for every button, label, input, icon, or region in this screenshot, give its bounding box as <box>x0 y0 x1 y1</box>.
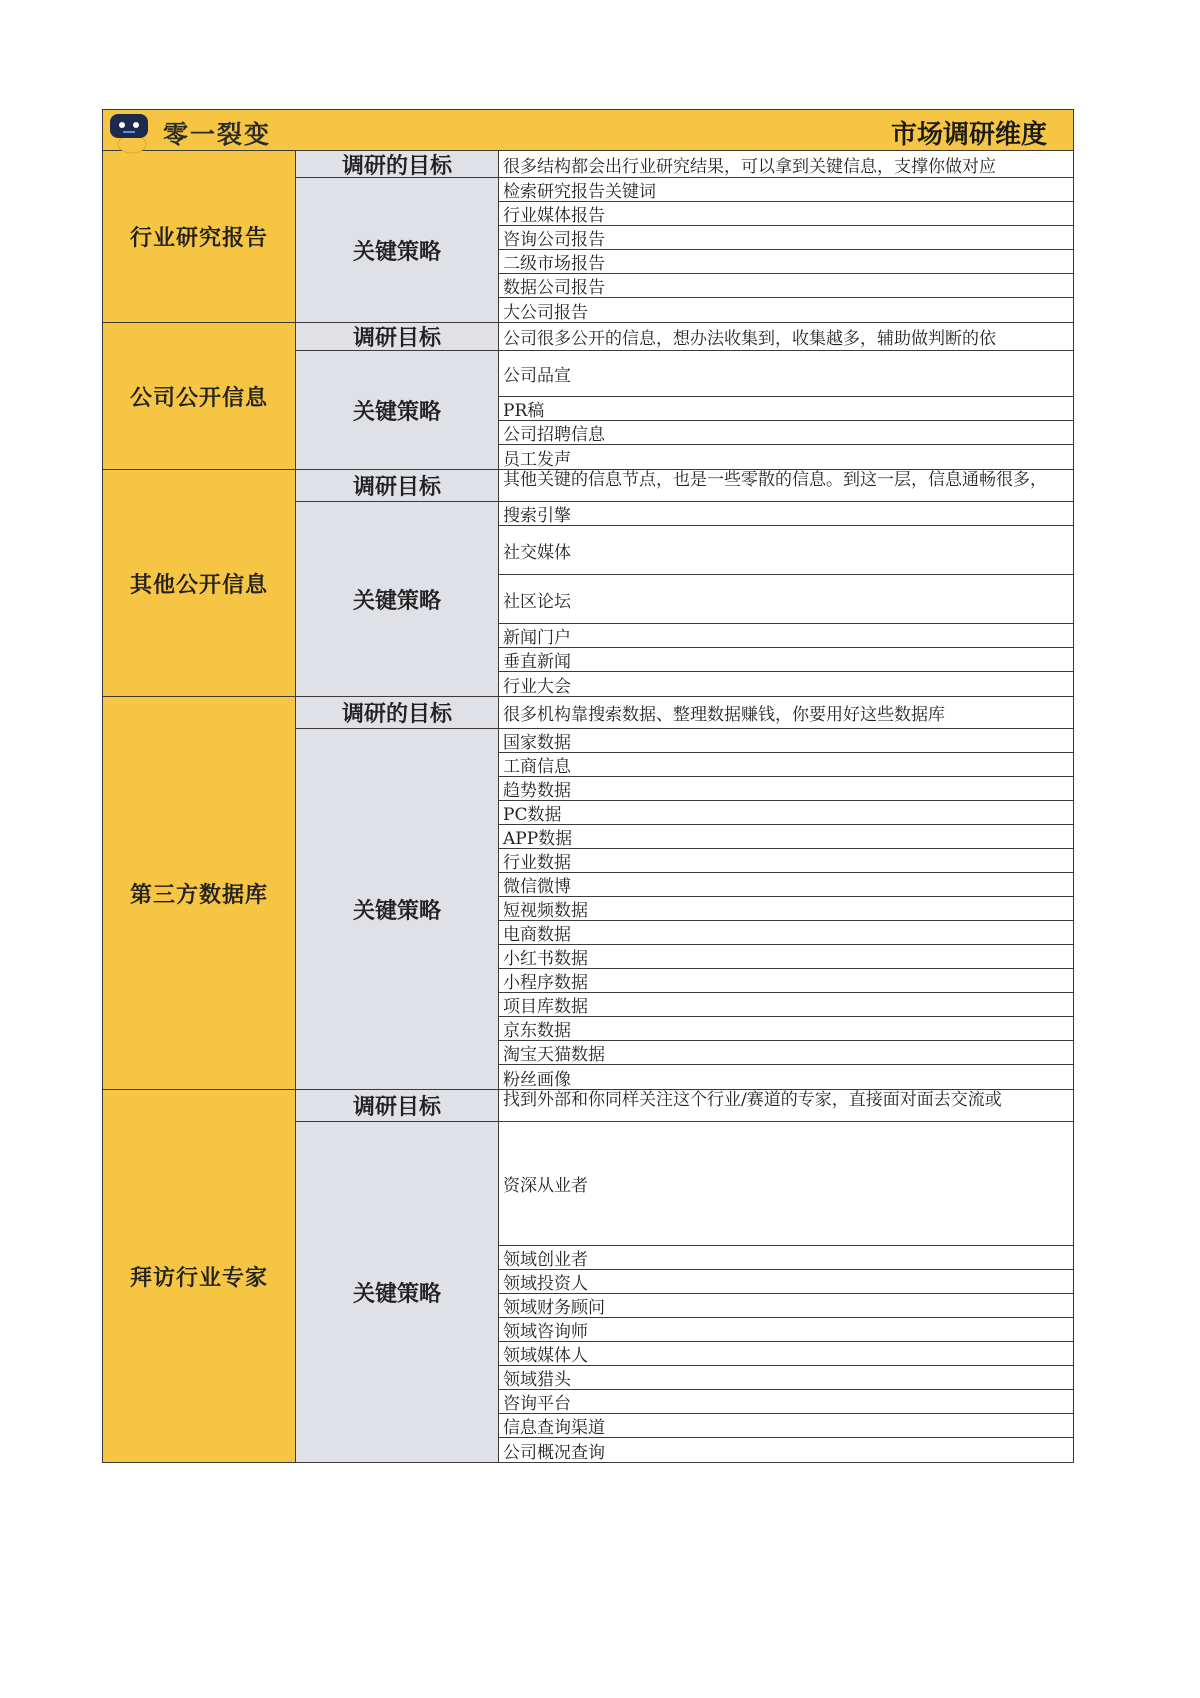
strategy-label: 关键策略 <box>296 729 499 1089</box>
strategy-item: 领域财务顾问 <box>499 1294 1073 1318</box>
sheet-header <box>102 109 1074 150</box>
strategy-label: 关键策略 <box>296 351 499 469</box>
strategy-item: 行业大会 <box>503 676 571 696</box>
research-section <box>102 1090 1074 1463</box>
research-section <box>102 323 1074 470</box>
strategy-item: 咨询公司报告 <box>499 226 1073 250</box>
strategy-item: 小程序数据 <box>499 969 1073 993</box>
strategy-item: 资深从业者 <box>499 1122 1073 1246</box>
robot-logo-icon <box>107 111 153 157</box>
strategy-item: 电商数据 <box>499 921 1073 945</box>
strategy-item: 大公司报告 <box>503 302 588 322</box>
strategy-item: 搜索引擎 <box>499 502 1073 526</box>
section-category: 其他公开信息 <box>103 470 296 696</box>
strategy-item: 短视频数据 <box>499 897 1073 921</box>
strategy-item: 二级市场报告 <box>499 250 1073 274</box>
brand-name: 零一裂变 <box>163 120 272 149</box>
strategy-item: 趋势数据 <box>499 777 1073 801</box>
section-category: 行业研究报告 <box>103 151 296 322</box>
strategy-item: APP数据 <box>499 825 1073 849</box>
goal-label: 调研目标 <box>296 470 499 501</box>
strategy-label: 关键策略 <box>296 178 499 322</box>
strategy-item: 领域投资人 <box>499 1270 1073 1294</box>
strategy-item: 社交媒体 <box>499 526 1073 575</box>
strategy-item: 领域创业者 <box>499 1246 1073 1270</box>
strategy-item: 社区论坛 <box>499 575 1073 624</box>
strategy-item: 员工发声 <box>503 449 571 469</box>
strategy-item: 项目库数据 <box>499 993 1073 1017</box>
strategy-item: 公司招聘信息 <box>499 421 1073 445</box>
strategy-item: 京东数据 <box>499 1017 1073 1041</box>
strategy-item: 淘宝天猫数据 <box>499 1041 1073 1065</box>
strategy-item: 领域咨询师 <box>499 1318 1073 1342</box>
strategy-item: 行业数据 <box>499 849 1073 873</box>
section-category: 拜访行业专家 <box>103 1090 296 1462</box>
section-category: 公司公开信息 <box>103 323 296 469</box>
section-category: 第三方数据库 <box>103 697 296 1089</box>
goal-text: 很多机构靠搜索数据、整理数据赚钱，你要用好这些数据库 <box>503 705 945 725</box>
strategy-item: 小红书数据 <box>499 945 1073 969</box>
strategy-item: 公司品宣 <box>499 351 1073 397</box>
goal-text: 找到外部和你同样关注这个行业/赛道的专家，直接面对面去交流或 <box>503 1090 1002 1110</box>
strategy-item: 新闻门户 <box>499 624 1073 648</box>
goal-label: 调研目标 <box>296 1090 499 1121</box>
strategy-item: 检索研究报告关键词 <box>499 178 1073 202</box>
goal-text: 其他关键的信息节点，也是一些零散的信息。到这一层，信息通畅很多， <box>503 470 1047 490</box>
strategy-item: 垂直新闻 <box>499 648 1073 672</box>
strategy-item: PC数据 <box>499 801 1073 825</box>
strategy-item: 公司概况查询 <box>503 1442 605 1462</box>
research-section <box>102 470 1074 697</box>
strategy-item: 咨询平台 <box>499 1390 1073 1414</box>
strategy-item: 微信微博 <box>499 873 1073 897</box>
goal-label: 调研的目标 <box>296 151 499 177</box>
strategy-item: 国家数据 <box>499 729 1073 753</box>
strategy-label: 关键策略 <box>296 1122 499 1462</box>
strategy-item: 信息查询渠道 <box>499 1414 1073 1438</box>
strategy-label: 关键策略 <box>296 502 499 696</box>
goal-label: 调研的目标 <box>296 697 499 728</box>
goal-text: 很多结构都会出行业研究结果，可以拿到关键信息，支撑你做对应 <box>503 156 996 177</box>
research-section <box>102 697 1074 1090</box>
strategy-item: 数据公司报告 <box>499 274 1073 298</box>
strategy-item: 行业媒体报告 <box>499 202 1073 226</box>
strategy-item: PR稿 <box>499 397 1073 421</box>
goal-text: 公司很多公开的信息，想办法收集到，收集越多，辅助做判断的依 <box>503 329 996 349</box>
strategy-item: 领域猎头 <box>499 1366 1073 1390</box>
research-section <box>102 150 1074 323</box>
goal-label: 调研目标 <box>296 323 499 350</box>
sections-container <box>102 150 1074 1463</box>
strategy-item: 粉丝画像 <box>503 1069 571 1089</box>
page-title: 市场调研维度 <box>890 120 1047 150</box>
strategy-item: 工商信息 <box>499 753 1073 777</box>
research-dimensions-sheet <box>102 109 1074 1463</box>
strategy-item: 领域媒体人 <box>499 1342 1073 1366</box>
